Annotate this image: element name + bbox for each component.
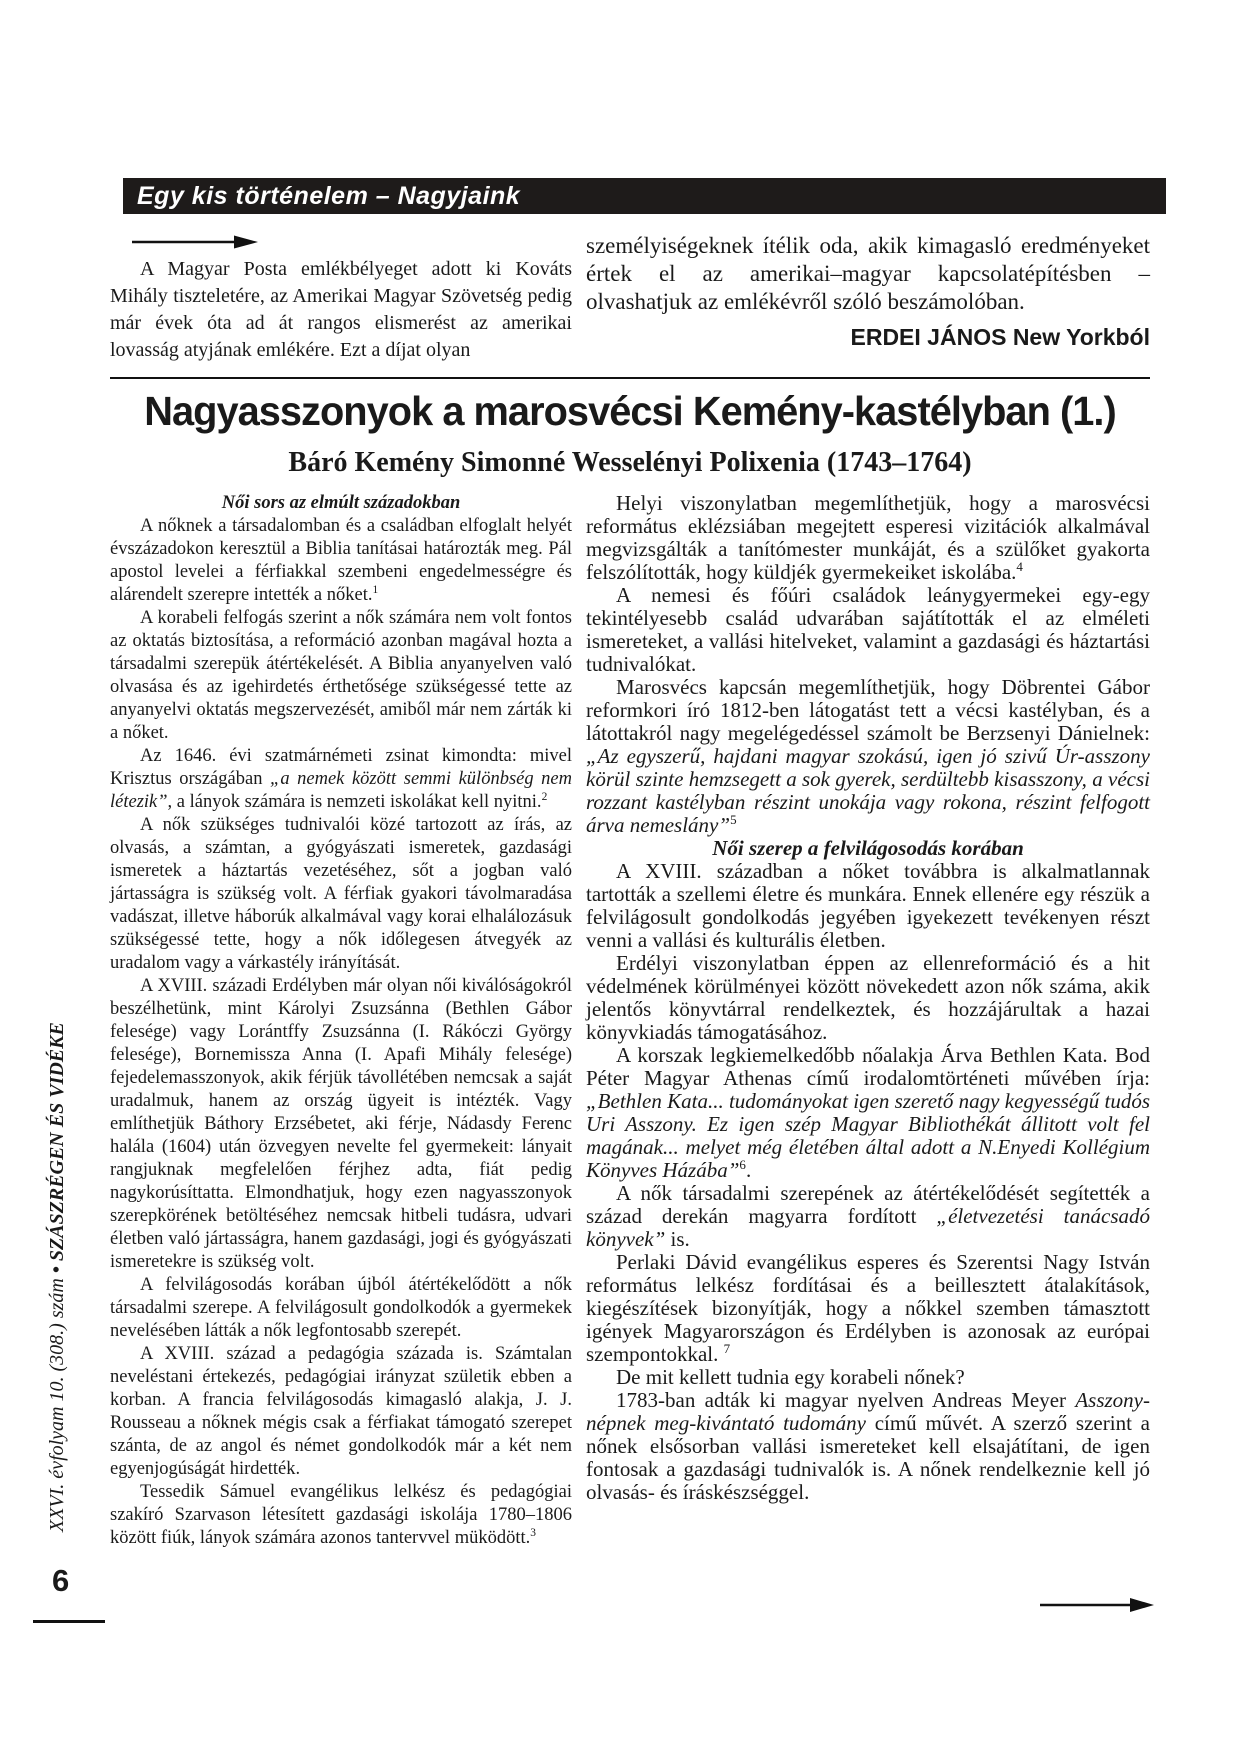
column-subheading <box>586 837 1150 860</box>
footnote-reference: 3 <box>530 1526 536 1539</box>
paragraph <box>586 676 1150 837</box>
text-segment: Női szerep a felvilágosodás korában <box>712 836 1024 860</box>
paragraph <box>586 1366 1150 1389</box>
intro-right-paragraph: személyiségeknek ítélik oda, akik kimagasló eredményeket értek el az amerikai–magyar kapcsolatépítésben – olvashatjuk az emlékévről szóló beszámolóban. <box>586 233 1150 314</box>
footnote-reference: 2 <box>541 790 548 803</box>
text-segment: A nemesi és főúri családok leánygyermekei egy-egy tekintélyesebb család udvarában sajátították el az elméleti ismereteket, a vallási hitelveket, valamint a gazdasági és háztartási tudnivalókat. <box>586 583 1150 676</box>
intro-left-column <box>110 226 572 364</box>
masthead-publication-name: • SZÁSZRÉGEN ÉS VIDÉKE <box>46 1022 68 1274</box>
paragraph <box>586 952 1150 1044</box>
text-segment: Tessedik Sámuel evangélikus lelkész és pedagógiai szakíró Szarvason létesített gazdasági iskolája 1780–1806 között fiúk, lányok számára azonos tantervvel müködött. <box>110 1482 572 1548</box>
intro-right-column <box>586 226 1150 364</box>
paragraph <box>586 492 1150 584</box>
text-segment: A nők társadalmi szerepének az átértékelődését segítették a század derekán magyarra fordított <box>586 1181 1150 1228</box>
text-segment: 1783-ban adták ki magyar nyelven Andreas Meyer <box>616 1388 1076 1412</box>
page-number-rule <box>33 1620 105 1623</box>
text-segment: A XVIII. század a pedagógia százada is. Számtalan neveléstani értekezés, pedagógiai irányzat születik ebben a korban. A francia felvilágosodás kimagasló alakja, J. J. Rousseau a nőknek mégis csak a férfiakat támogató szerepet szánta, de az angol és német gondolkodók már a két nem egyenjogúságát hirdették. <box>110 1344 572 1479</box>
masthead-vertical <box>46 910 76 1532</box>
footnote-reference: 7 <box>723 1341 731 1356</box>
article-title: Nagyasszonyok a marosvécsi Kemény-kastélyban (1.) <box>144 388 1116 434</box>
paragraph <box>110 745 572 814</box>
text-segment: A XVIII. században a nőket továbbra is alkalmatlannak tartották a szellemi életre és munkára. Ennek ellenére egy részük a felvilágosult gondolkodás jegyében igyekezett tevékenyen részt venni a vallási és kulturális életben. <box>586 859 1150 952</box>
text-segment: A korszak legkiemelkedőbb nőalakja Árva Bethlen Kata. Bod Péter Magyar Athenas című irodalomtörténeti művében írja: <box>586 1043 1150 1090</box>
text-segment: Erdélyi viszonylatban éppen az ellenreformáció és a hit védelmének körülményei között növekedett azon nők száma, akik jelentős könyvtárral rendelkeztek, és hozzájárultak a hazai könyvkiadás támogatásához. <box>586 951 1150 1044</box>
page-number: 6 <box>52 1563 70 1598</box>
text-segment: „Bethlen Kata... tudományokat igen szerető nagy kegyességű tudós Uri Asszony. Ez igen szép Magyar Bibliothékát állitott volt fel magának... melyet még életében által adott a N.Enyedi Kollégium Könyves Házába” <box>586 1089 1150 1182</box>
paragraph <box>110 1274 572 1343</box>
paragraph <box>110 515 572 607</box>
column-subheading <box>110 492 572 515</box>
article-right-column <box>586 492 1150 1550</box>
byline: ERDEI JÁNOS New Yorkból <box>850 324 1150 350</box>
text-segment: is. <box>665 1227 690 1251</box>
text-segment: című művét. A szerző szerint a nőnek elsősorban vallási ismereteket kell elsajátítani, de igen fontosak a gazdasági tudnivalók is. A nőnek rendelkeznie kell jó olvasás- és íráskészséggel. <box>586 1411 1150 1504</box>
paragraph <box>110 1343 572 1481</box>
paragraph <box>586 1251 1150 1366</box>
text-segment: „Az egyszerű, hajdani magyar szokású, igen jó szivű Úr-asszony körül szinte hemzsegett a sok gyerek, serdültebb kisasszony, a vécsi rozzant kastélyban részint unokája vagy rokona, részint felfogott árva nemeslány” <box>586 744 1150 837</box>
section-header-bar <box>123 178 1166 214</box>
text-segment: Marosvécs kapcsán megemlíthetjük, hogy Döbrentei Gábor reformkori író 1812-ben látogatást tett a vécsi kastélyban, és a látottakról nagy megelégedéssel számolt be Berzsenyi Dánielnek: <box>586 675 1150 745</box>
text-segment: A nőknek a társadalomban és a családban elfoglalt helyét évszázadokon keresztül a Biblia tanításai határozták meg. Pál apostol levelei a férfiakkal szembeni engedelmességre és alárendelt szerepre intették a nőket. <box>110 516 572 605</box>
paragraph <box>110 607 572 745</box>
section-title: Egy kis történelem – Nagyjaink <box>137 182 521 210</box>
paragraph <box>110 814 572 975</box>
intro-left-paragraph: A Magyar Posta emlékbélyeget adott ki Kováts Mihály tiszteletére, az Amerikai Magyar Szövetség pedig már évek óta ad át rangos elismerést az amerikai lovasság atyjának emlékére. Ezt a díjat olyan <box>110 258 572 361</box>
article-subtitle: Báró Kemény Simonné Wesselényi Polixenia (1743–1764) <box>288 447 972 478</box>
text-segment: „életvezetési tanácsadó könyvek” <box>586 1204 1150 1251</box>
text-segment: A korabeli felfogás szerint a nők számára nem volt fontos az oktatás biztosítása, a reformáció azonban magával hozta a társadalmi szerepük átértékelését. A Biblia anyanyelven való olvasása és az igehirdetés érthetősége szükségessé tette az anyanyelvi oktatás megszervezését, amiből már nem zárták ki a nőket. <box>110 608 572 743</box>
footnote-reference: 5 <box>730 812 737 827</box>
text-segment: Perlaki Dávid evangélikus esperes és Szerentsi Nagy István református lelkész fordításai és a beillesztett átalakítások, kiegészítések bizonyítják, hogy a nőkkel szemben támasztott igények Magyarországon és Erdélyben is azonosak az európai szempontokkal. <box>586 1250 1150 1366</box>
paragraph <box>110 975 572 1274</box>
masthead-issue-info: XXVI. évfolyam 10. (308.) szám <box>46 1273 68 1532</box>
text-segment: Asszony-népnek meg-kivántató tudomány <box>586 1388 1150 1435</box>
text-segment: De mit kellett tudnia egy korabeli nőnek? <box>616 1365 965 1389</box>
continued-from-arrow-icon <box>132 234 262 250</box>
paragraph <box>586 584 1150 676</box>
text-segment: A felvilágosodás korában újból átértékelődött a nők társadalmi szerepe. A felvilágosult gondolkodók a gyermekek nevelésében látták a nők legfontosabb szerepét. <box>110 1275 572 1341</box>
intro-block <box>110 226 1150 364</box>
text-segment: A nők szükséges tudnivalói közé tartozott az írás, az olvasás, a számtan, a gyógyászati ismeretek, gazdasági ismeretek a háztartás vezetéséhez, sőt a jogban való jártasságra is szükség volt. A férfiak gyakori távolmaradása vadászat, illetve háborúk alkalmával vagy korai elhalálozásuk szükségessé tette, hogy a nők időlegesen átvegyék az uradalom vagy a várkastély irányítását. <box>110 815 572 973</box>
text-segment: „a nemek között semmi különbség nem létezik” <box>110 769 572 812</box>
footnote-reference: 6 <box>739 1157 746 1172</box>
text-segment: , a lányok számára is nemzeti iskolákat kell nyitni. <box>167 792 542 812</box>
paragraph <box>586 1389 1150 1504</box>
article-left-column <box>110 492 572 1550</box>
text-segment: . <box>745 1158 752 1182</box>
text-segment: Helyi viszonylatban megemlíthetjük, hogy a marosvécsi református eklézsiában megejtett esperesi vizitációk alkalmával megvizsgálták a tanítómester munkáját, és a szülőket gyakorta felszólították, hogy küldjék gyermekeiket iskolába. <box>586 491 1150 584</box>
text-segment: Az 1646. évi szatmárnémeti zsinat kimondta: mivel Krisztus országában <box>110 746 572 789</box>
continued-to-arrow-icon <box>1040 1596 1158 1614</box>
paragraph <box>110 1481 572 1550</box>
paragraph <box>586 1182 1150 1251</box>
footnote-reference: 4 <box>1016 559 1023 574</box>
paragraph <box>586 1044 1150 1182</box>
text-segment: Női sors az elmúlt századokban <box>221 493 461 513</box>
horizontal-divider <box>110 377 1150 379</box>
footnote-reference: 1 <box>372 583 379 596</box>
article-body <box>110 492 1150 1550</box>
paragraph <box>586 860 1150 952</box>
text-segment: A XVIII. századi Erdélyben már olyan női kiválóságokról beszélhetünk, mint Károlyi Zsuzsánna (Bethlen Gábor felesége) vagy Lorántffy Zsuzsánna (I. Rákóczi György felesége), Bornemissza Anna (I. Apafi Mihály felesége) fejedelemasszonyok, akik férjük távollétében nemcsak a saját uradalmuk, hanem az ország ügyeit is intézték. Vagy említhetjük Báthory Erzsébetet, aki férje, Nádasdy Ferenc halála (1604) után özvegyen nevelte fel gyermekeit: lányait rangjuknak megfelelően férjhez adta, fiát pedig nagykorúsíttatta. Elmondhatjuk, hogy ezen nagyasszonyok szerepkörének betöltéséhez nemcsak hitbeli tudásra, udvari életben való jártasságra, hanem gazdasági, jogi és gyógyászati ismeretekre is szükség volt. <box>110 976 572 1272</box>
